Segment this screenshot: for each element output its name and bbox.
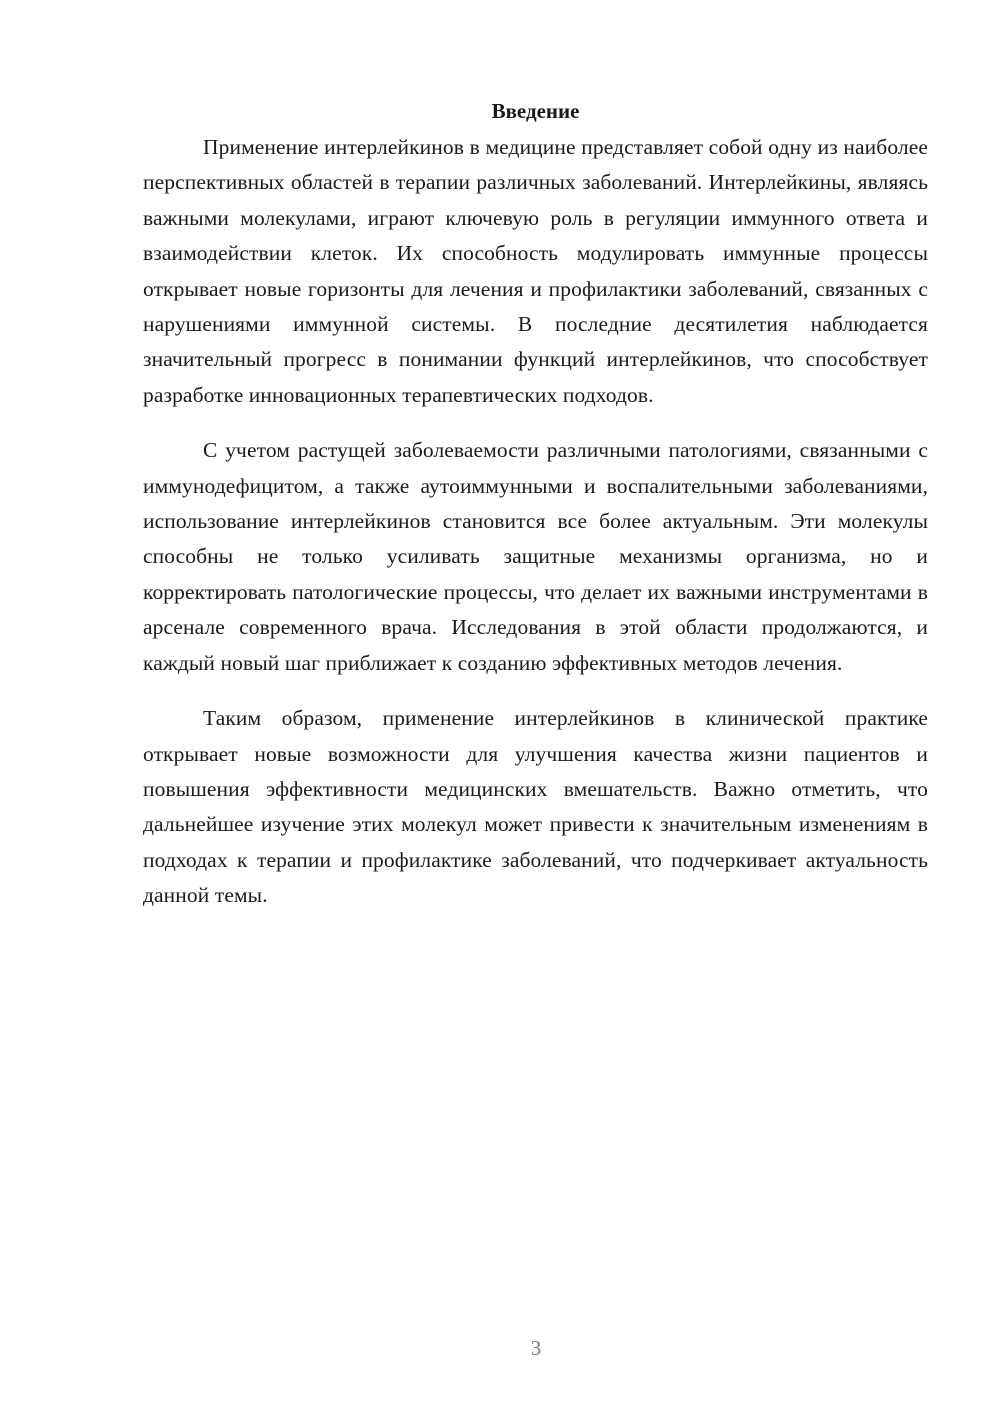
section-heading: Введение [491, 99, 580, 123]
paragraph-3: Таким образом, применение интерлейкинов в клинической практике открывает новые возможности для улучшения качества жизни пациентов и повышения эффективности медицинских вмешательств. Важно отметить, что дальнейшее изучение этих молекул может привести к значительным изменениям в подходах к терапии и профилактике заболеваний, что подчеркивает актуальность данной темы. [143, 706, 928, 908]
paragraph-2: С учетом растущей заболеваемости различными патологиями, связанными с иммунодефицитом, а также аутоиммунными и воспалительными заболеваниями, использование интерлейкинов становится все более актуальным. Эти молекулы способны не только усиливать защитные механизмы организма, но и корректировать патологические процессы, что делает их важными инструментами в арсенале современного врача. Исследования в этой области продолжаются, и каждый новый шаг приближает к созданию эффективных методов лечения. [143, 438, 928, 675]
page-number: 3 [530, 1336, 542, 1360]
page-content [143, 96, 928, 934]
paragraph-1: Применение интерлейкинов в медицине представляет собой одну из наиболее перспективных областей в терапии различных заболеваний. Интерлейкины, являясь важными молекулами, играют ключевую роль в регуляции иммунного ответа и взаимодействии клеток. Их способность модулировать иммунные процессы открывает новые горизонты для лечения и профилактики заболеваний, связанных с нарушениями иммунной системы. В последние десятилетия наблюдается значительный прогресс в понимании функций интерлейкинов, что способствует разработке инновационных терапевтических подходов. [143, 135, 928, 407]
